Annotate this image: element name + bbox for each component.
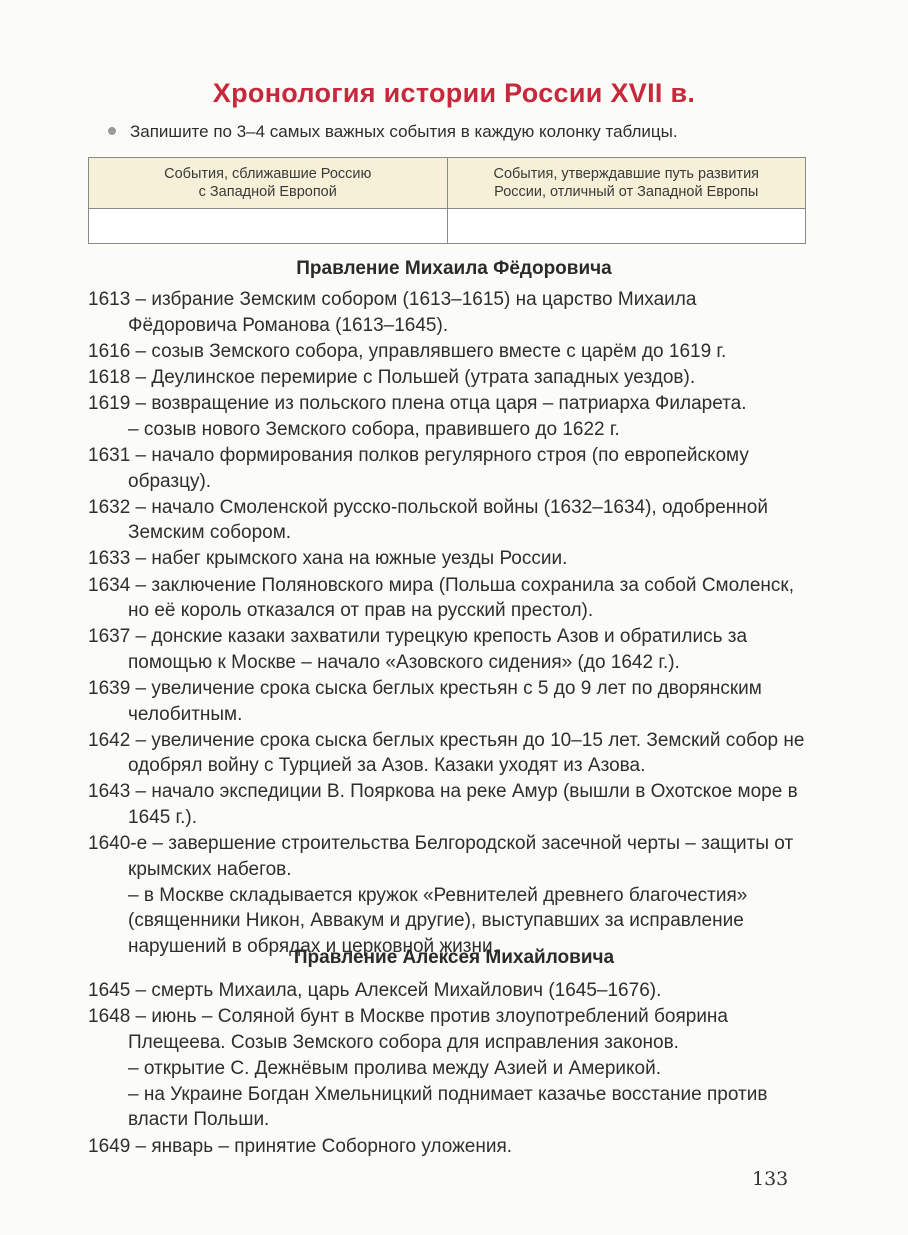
list-item: 1637 – донские казаки захватили турецкую крепость Азов и обратились за помощью к Москве – начало «Азовского сидения» (до 1642 г.).: [88, 626, 748, 673]
list-item: – открытие С. Дежнёвым пролива между Азией и Америкой.: [128, 1057, 661, 1079]
list-item: 1619 – возвращение из польского плена отца царя – патриарха Филарета.: [88, 392, 747, 414]
list-item: 1642 – увеличение срока сыска беглых крестьян до 10–15 лет. Земский собор не одобрял войну с Турцией за Азов. Казаки уходят из Азова.: [88, 729, 805, 777]
table-row: [89, 209, 806, 244]
chronology-list-mikhail: [88, 287, 806, 960]
list-item: 1639 – увеличение срока сыска беглых крестьян с 5 до 9 лет по дворянским челобитным.: [88, 677, 762, 725]
table-header-row: [89, 158, 806, 209]
list-item: – созыв нового Земского собора, правившего до 1622 г.: [128, 418, 620, 440]
task-text: Запишите по 3–4 самых важных события в каждую колонку таблицы.: [130, 122, 678, 141]
list-item: 1631 – начало формирования полков регулярного строя (по европейскому образцу).: [88, 445, 749, 492]
list-item: – на Украине Богдан Хмельницкий поднимает казачье восстание против власти Польши.: [128, 1083, 768, 1131]
list-item: 1640-е – завершение строительства Белгородской засечной черты – защиты от крымских набегов.: [88, 832, 794, 880]
page-title: Хронология истории России XVII в.: [212, 78, 696, 108]
list-item: 1613 – избрание Земским собором (1613–1615) на царство Михаила Фёдоровича Романова (1613–1645).: [88, 289, 697, 336]
list-item: 1643 – начало экспедиции В. Пояркова на реке Амур (вышли в Охотское море в 1645 г.).: [88, 781, 798, 828]
list-item: 1633 – набег крымского хана на южные уезды России.: [88, 548, 568, 570]
list-item: – в Москве складывается кружок «Ревнителей древнего благочестия» (священники Никон, Аввакум и другие), выступавших за исправление нарушений в обрядах и церковной жизни.: [128, 884, 748, 957]
chronology-list-alexei: [88, 978, 806, 1160]
list-item: 1632 – начало Смоленской русско-польской войны (1632–1634), одобренной Земским собором.: [88, 496, 768, 544]
table-header-own-path: События, утверждавшие путь развития России, отличный от Западной Европы: [447, 158, 806, 209]
list-item: 1616 – созыв Земского собора, управлявшего вместе с царём до 1619 г.: [88, 340, 727, 362]
task-instruction: [108, 122, 678, 142]
list-item: 1648 – июнь – Соляной бунт в Москве против злоупотреблений боярина Плещеева. Созыв Земского собора для исправления законов.: [88, 1006, 728, 1053]
list-item: 1634 – заключение Поляновского мира (Польша сохранила за собой Смоленск, но её король отказался от прав на русский престол).: [88, 574, 794, 622]
list-item: 1618 – Деулинское перемирие с Польшей (утрата западных уездов).: [88, 366, 696, 388]
events-table: [88, 157, 806, 244]
table-cell-west[interactable]: [89, 209, 448, 244]
bullet-icon: [108, 127, 116, 135]
list-item: 1649 – январь – принятие Соборного уложения.: [88, 1135, 513, 1157]
list-item: 1645 – смерть Михаила, царь Алексей Михайлович (1645–1676).: [88, 980, 662, 1001]
table-header-west: События, сближавшие Россию с Западной Европой: [89, 158, 448, 209]
section-heading-mikhail: Правление Михаила Фёдоровича: [296, 258, 612, 279]
page-number: 133: [752, 1168, 789, 1190]
section-heading-alexei: Правление Алексея Михайловича: [293, 947, 615, 968]
table-cell-own-path[interactable]: [447, 209, 806, 244]
